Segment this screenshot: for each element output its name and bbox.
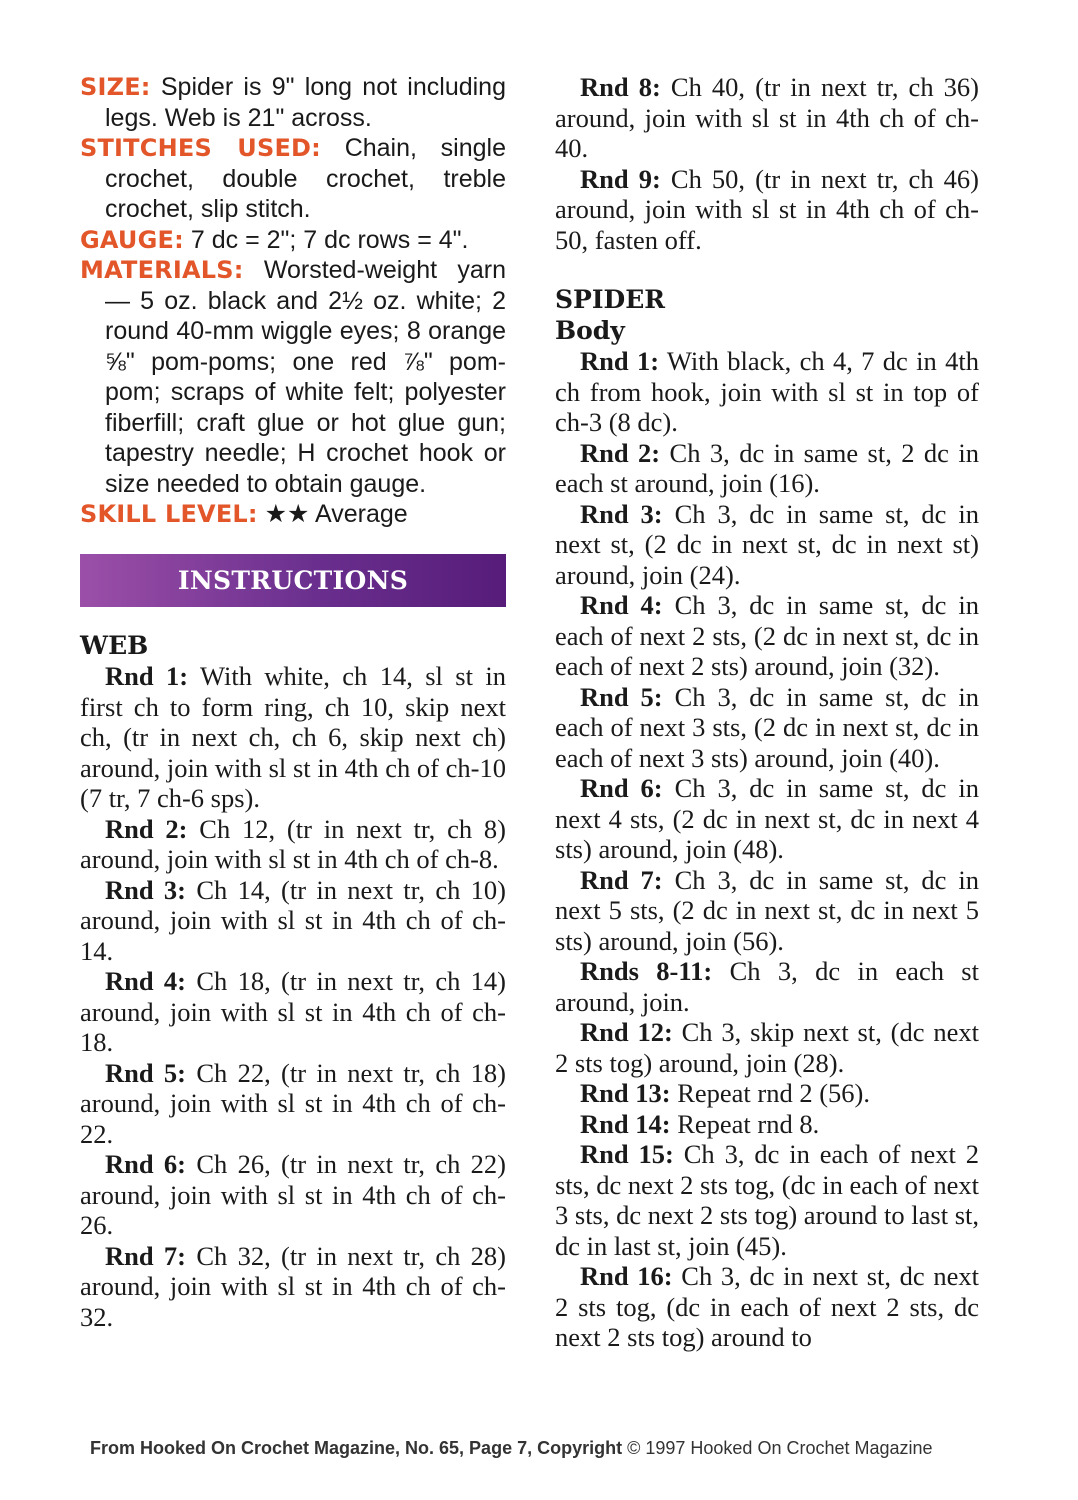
left-column xyxy=(80,72,506,1332)
gauge-text: 7 dc = 2"; 7 dc rows = 4". xyxy=(183,225,469,254)
size-spec xyxy=(80,72,506,133)
size-text: Spider is 9" long not including legs. Web is 21" across. xyxy=(105,73,506,132)
web-round: Rnd 1: With white, ch 14, sl st in first ch to form ring, ch 10, skip next ch, (tr in next ch, ch 6, skip next ch) around, join with sl st in 4th ch of ch-10 (7 tr, 7 ch-6 sps). xyxy=(80,661,506,813)
spider-round: Rnd 3: Ch 3, dc in same st, dc in next st, (2 dc in next st, dc in next st) around, join (24). xyxy=(555,498,979,590)
spider-round: Rnd 6: Ch 3, dc in same st, dc in next 4 sts, (2 dc in next st, dc in next 4 sts) around, join (48). xyxy=(555,773,979,864)
skill-label: SKILL LEVEL: xyxy=(80,500,258,528)
spider-rounds xyxy=(555,346,979,1353)
spider-round: Rnd 7: Ch 3, dc in same st, dc in next 5 sts, (2 dc in next st, dc in next 5 sts) around, join (56). xyxy=(555,864,979,956)
spider-round: Rnd 15: Ch 3, dc in each of next 2 sts, dc next 2 sts tog, (dc in each of next 3 sts, dc next 2 sts tog) around to last st, dc in last st, join (45). xyxy=(555,1139,979,1261)
web-heading: WEB xyxy=(80,630,149,660)
web-round: Rnd 7: Ch 32, (tr in next tr, ch 28) around, join with sl st in 4th ch of ch-32. xyxy=(80,1240,506,1332)
web-round: Rnd 2: Ch 12, (tr in next tr, ch 8) around, join with sl st in 4th ch of ch-8. xyxy=(80,813,506,874)
gauge-label: GAUGE: xyxy=(80,225,184,254)
spider-round: Rnd 13: Repeat rnd 2 (56). xyxy=(580,1078,871,1108)
footer-copyright: © 1997 Hooked On Crochet Magazine xyxy=(622,1438,933,1458)
gauge-spec xyxy=(80,225,506,256)
spider-round: Rnd 4: Ch 3, dc in same st, dc in each of next 2 sts, (2 dc in next st, dc in each of next 2 sts) around, join (32). xyxy=(555,590,979,681)
spider-round: Rnd 14: Repeat rnd 8. xyxy=(580,1108,820,1139)
stitches-text: Chain, single crochet, double crochet, treble crochet, slip stitch. xyxy=(105,134,506,223)
skill-text: ★★ Average xyxy=(257,500,408,528)
stitches-spec xyxy=(80,133,506,225)
spider-round: Rnds 8-11: Ch 3, dc in each st around, join. xyxy=(555,956,979,1017)
spider-round: Rnd 12: Ch 3, skip next st, (dc next 2 sts tog) around, join (28). xyxy=(555,1017,979,1078)
materials-label: MATERIALS: xyxy=(80,256,244,284)
size-label: SIZE: xyxy=(80,73,151,101)
spider-heading: SPIDER xyxy=(555,285,666,314)
web-round: Rnd 9: Ch 50, (tr in next tr, ch 46) around, join with sl st in 4th ch of ch-50, fasten off. xyxy=(555,163,979,255)
web-round: Rnd 6: Ch 26, (tr in next tr, ch 22) around, join with sl st in 4th ch of ch-26. xyxy=(80,1149,506,1240)
web-round: Rnd 4: Ch 18, (tr in next tr, ch 14) around, join with sl st in 4th ch of ch-18. xyxy=(80,966,506,1057)
materials-text: Worsted-weight yarn — 5 oz. black and 2½ oz. white; 2 round 40-mm wiggle eyes; 8 orange ⅝" pom-poms; one red ⅞" pom-pom; scraps of white felt; polyester fiberfill; craft glue or hot glue gun; tapestry needle; H crochet hook or size needed to obtain gauge. xyxy=(105,256,506,498)
spider-round: Rnd 2: Ch 3, dc in same st, 2 dc in each st around, join (16). xyxy=(555,437,979,498)
copyright-footer xyxy=(90,1438,990,1459)
web-round: Rnd 8: Ch 40, (tr in next tr, ch 36) around, join with sl st in 4th ch of ch-40. xyxy=(555,72,979,163)
web-round: Rnd 3: Ch 14, (tr in next tr, ch 10) around, join with sl st in 4th ch of ch-14. xyxy=(80,874,506,966)
materials-spec xyxy=(80,255,506,499)
spider-round: Rnd 16: Ch 3, dc in next st, dc next 2 sts tog, (dc in each of next 2 sts, dc next 2 sts tog) around to xyxy=(555,1261,979,1352)
stitches-label: STITCHES USED: xyxy=(80,134,321,162)
spider-round: Rnd 5: Ch 3, dc in same st, dc in each of next 3 sts, (2 dc in next st, dc in each of next 3 sts) around, join (40). xyxy=(555,681,979,773)
footer-source: From Hooked On Crochet Magazine, No. 65, Page 7, Copyright xyxy=(90,1438,623,1458)
skill-spec xyxy=(80,499,506,530)
web-round: Rnd 5: Ch 22, (tr in next tr, ch 18) around, join with sl st in 4th ch of ch-22. xyxy=(80,1057,506,1149)
web-rounds xyxy=(80,661,506,1332)
right-column xyxy=(555,72,979,1353)
body-subheading: Body xyxy=(555,315,625,345)
instructions-banner: INSTRUCTIONS xyxy=(80,554,506,607)
spider-round: Rnd 1: With black, ch 4, 7 dc in 4th ch from hook, join with sl st in top of ch-3 (8 dc). xyxy=(555,346,979,437)
